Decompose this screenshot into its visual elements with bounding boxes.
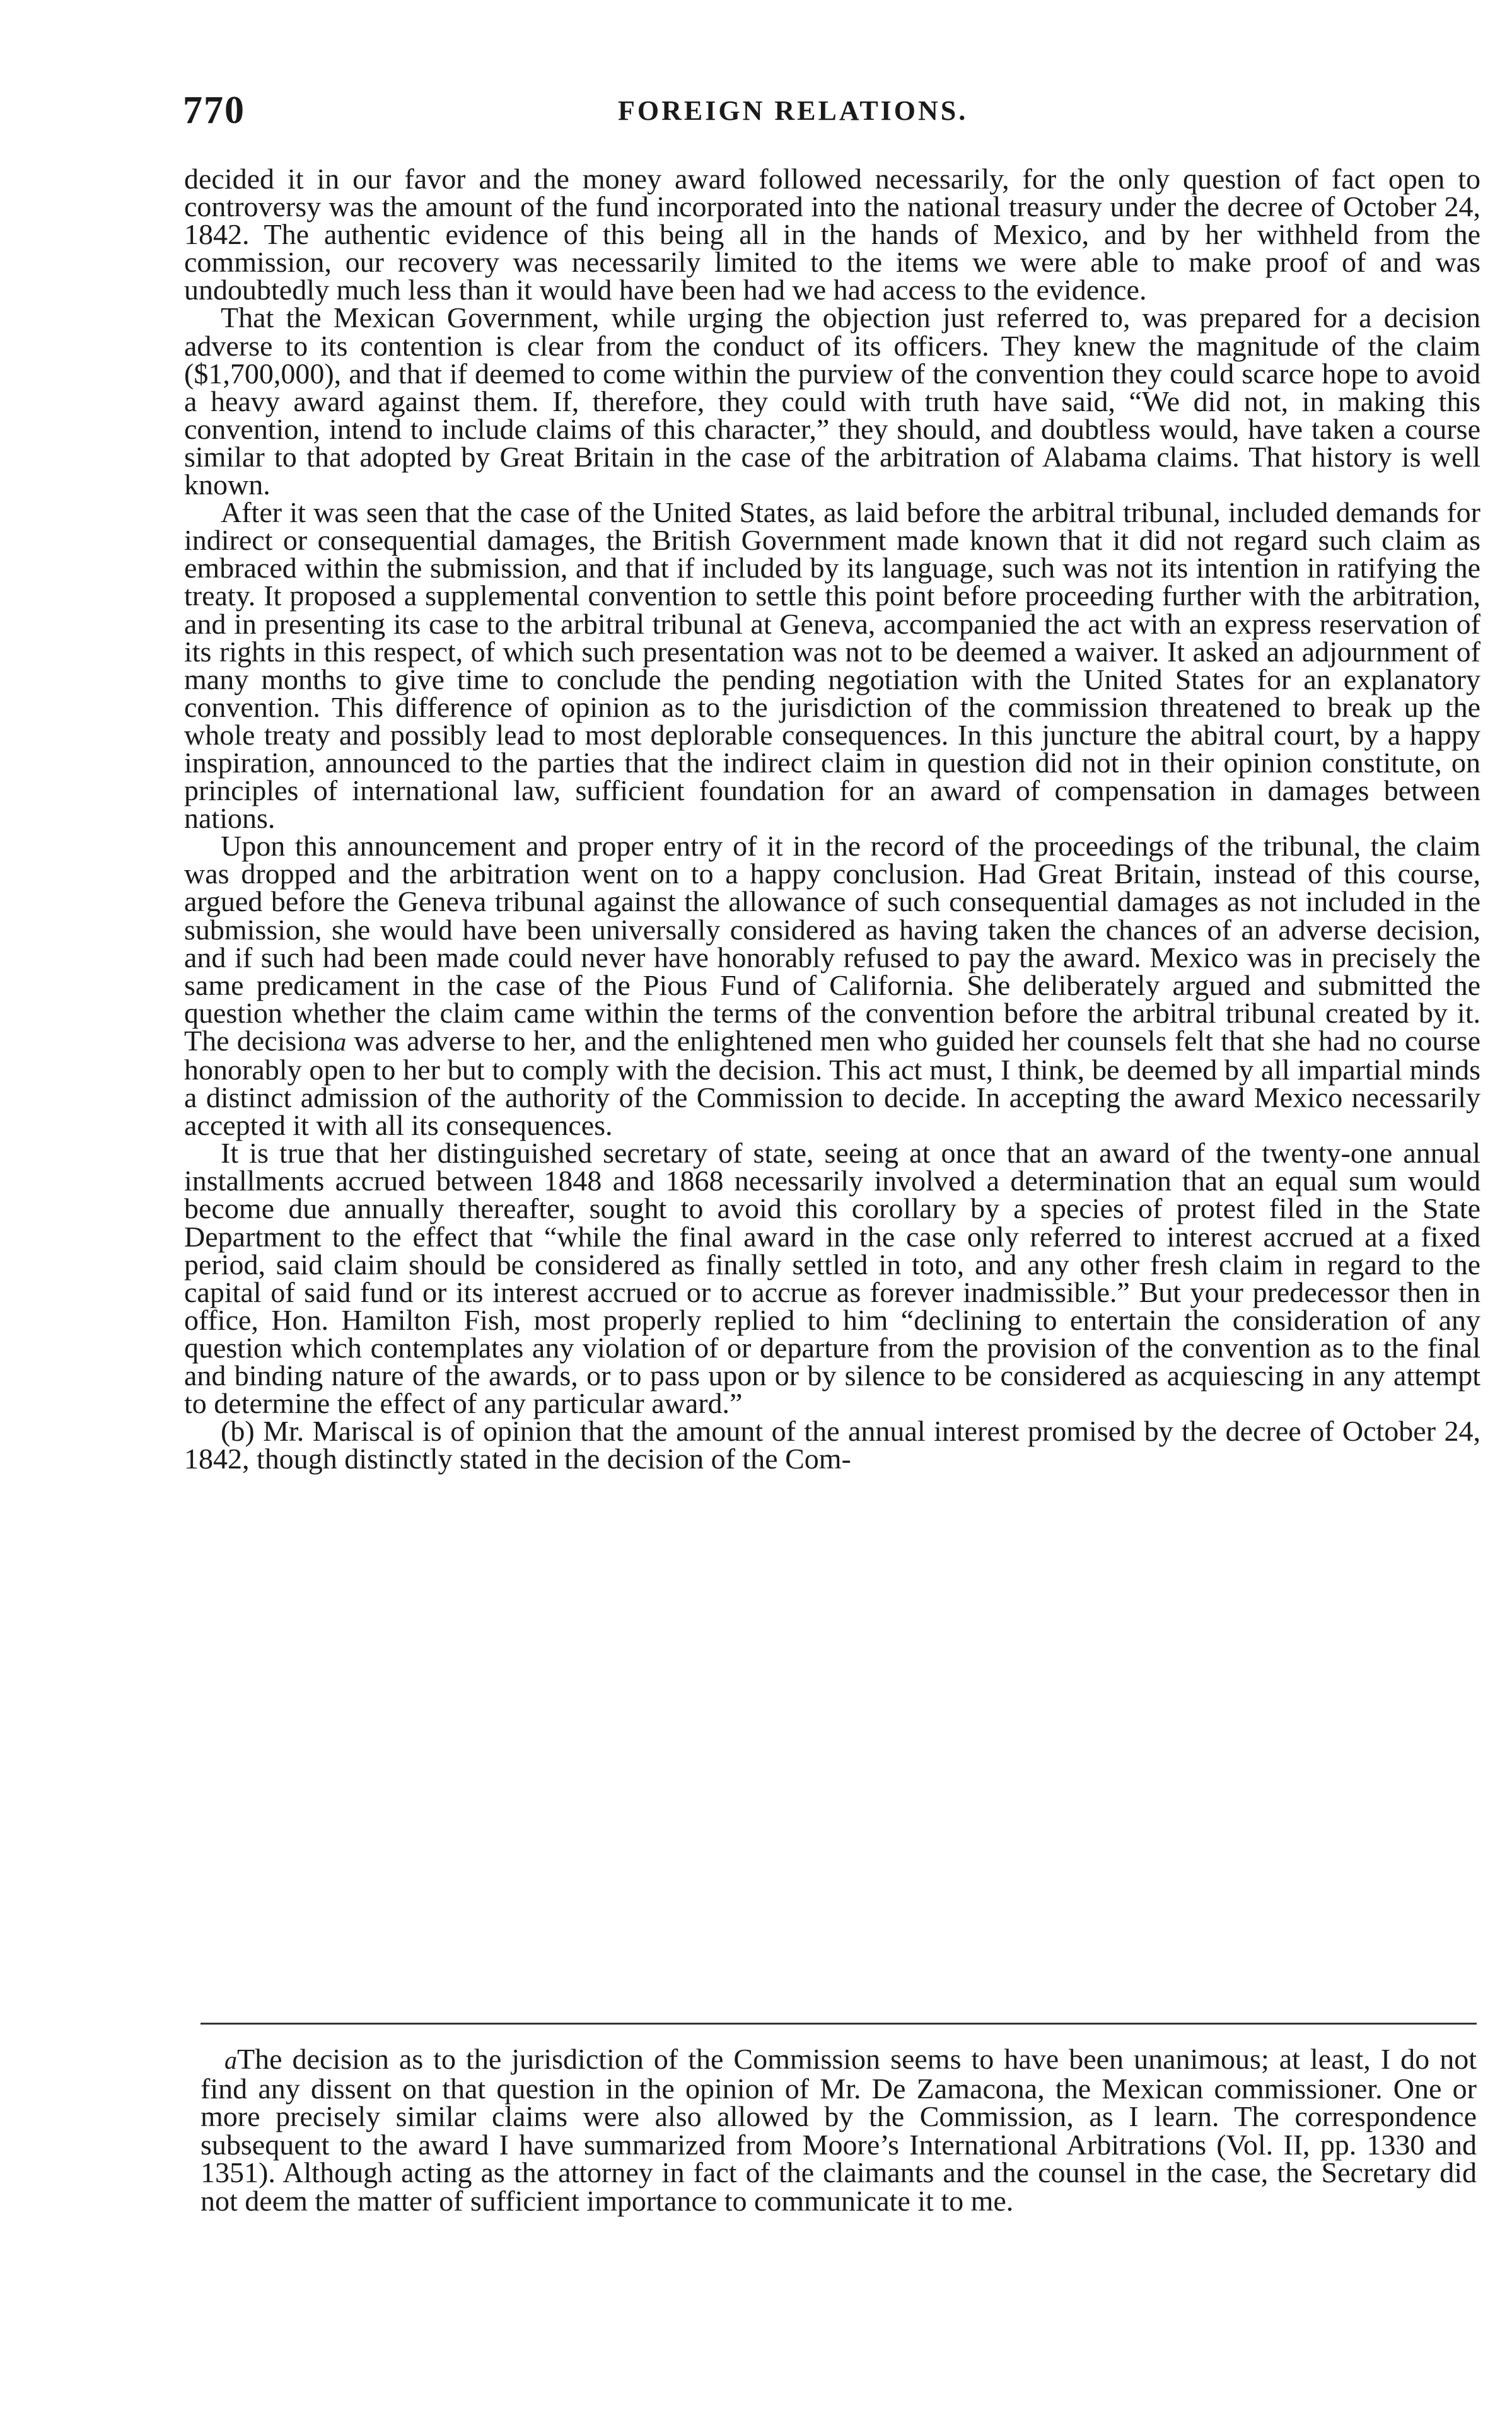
footnote-paragraph [201, 2045, 1477, 2215]
footnote-text: The decision as to the jurisdiction of the Commission seems to have been unanimous; at least, I do not find any dissent on that question in the opinion of Mr. De Zamacona, the Mexican commissioner. One or more precisely similar claims were also allowed by the Commission, as I learn. The correspondence subsequent to the award I have summarized from Moore’s International Arbitrations (Vol. II, pp. 1330 and 1351). Although acting as the attorney in fact of the claimants and the counsel in the case, the Secretary did not deem the matter of sufficient importance to communicate it to me. [201, 2043, 1477, 2217]
footnote-marker: a [224, 2046, 237, 2074]
paragraph: It is true that her distinguished secretary of state, seeing at once that an award of the twenty-one annual installments accrued between 1848 and 1868 necessarily involved a determination that an equal sum would become due annually thereafter, sought to avoid this corollary by a species of protest filed in the State Department to the effect that “while the final award in the case only referred to interest accrued at a fixed period, said claim should be considered as finally settled in toto, and any other fresh claim in regard to the capital of said fund or its interest accrued or to accrue as forever inadmissible.” But your predecessor then in office, Hon. Hamilton Fish, most properly replied to him “declining to entertain the consideration of any question which contemplates any violation of or departure from the provision of the convention as to the final and binding nature of the awards, or to pass upon or by silence to be considered as acquiescing in any attempt to determine the effect of any particular award.” [184, 1137, 1480, 1420]
paragraph: That the Mexican Government, while urging the objection just referred to, was prepared for a decision adverse to its contention is clear from the conduct of its officers. They knew the magnitude of the claim ($1,700,000), and that if deemed to come within the purview of the convention they could scarce hope to avoid a heavy award against them. If, therefore, they could with truth have said, “We did not, in making this convention, intend to include claims of this character,” they should, and doubtless would, have taken a course similar to that adopted by Great Britain in the case of the arbitration of Alabama claims. That history is well known. [184, 301, 1480, 501]
footnote [201, 2045, 1477, 2215]
paragraph-text: was adverse to her, and the enlightened men who guided her counsels felt that she had no course honorably open to her but to comply with the decision. This act must, I think, be deemed by all impartial minds a distinct admission of the authority of the Commission to decide. In accepting the award Mexico necessarily accepted it with all its consequences. [184, 1024, 1481, 1142]
running-head: FOREIGN RELATIONS. [618, 95, 968, 126]
footnote-divider [201, 2023, 1477, 2025]
paragraph: After it was seen that the case of the United States, as laid before the arbitral tribunal, included demands for indirect or consequential damages, the British Government made known that it did not regard such claim as embraced within the submission, and that if included by its language, such was not its intention in ratifying the treaty. It proposed a supplemental convention to settle this point before proceeding further with the arbitration, and in presenting its case to the arbitral tribunal at Geneva, accompanied the act with an express reservation of its rights in this respect, of which such presentation was not to be deemed a waiver. It asked an adjournment of many months to give time to conclude the pending negotiation with the United States for an explanatory convention. This difference of opinion as to the jurisdiction of the commission threatened to break up the whole treaty and possibly lead to most deplorable consequences. In this juncture the abitral court, by a happy inspiration, announced to the parties that the indirect claim in question did not in their opinion constitute, on principles of international law, sufficient foundation for an award of compensation in damages between nations. [184, 496, 1480, 835]
footnote-reference: a [334, 1027, 347, 1056]
page-number: 770 [183, 89, 245, 132]
body-text [184, 165, 1480, 1473]
paragraph-text: Upon this announcement and proper entry of it in the record of the proceedings of the tribunal, the claim was dropped and the arbitration went on to a happy conclusion. Had Great Britain, instead of this course, argued before the Geneva tribunal against the allowance of such consequential damages as not included in the submission, she would have been universally considered as having taken the chances of an adverse decision, and if such had been made could never have honorably refused to pay the award. Mexico was in precisely the same predicament in the case of the Pious Fund of California. She deliberately argued and submitted the question whether the claim came within the terms of the convention before the arbitral tribunal created by it. The decision [184, 830, 1480, 1057]
page-header [183, 88, 1482, 145]
paragraph: (b) Mr. Mariscal is of opinion that the amount of the annual interest promised by the decree of October 24, 1842, though distinctly stated in the decision of the Com- [184, 1415, 1480, 1475]
paragraph [184, 830, 1481, 1142]
paragraph-continued: decided it in our favor and the money award followed necessarily, for the only question of fact open to controversy was the amount of the fund incorporated into the national treasury under the decree of October 24, 1842. The authentic evidence of this being all in the hands of Mexico, and by her withheld from the commission, our recovery was necessarily limited to the items we were able to make proof of and was undoubtedly much less than it would have been had we had access to the evidence. [184, 163, 1480, 306]
